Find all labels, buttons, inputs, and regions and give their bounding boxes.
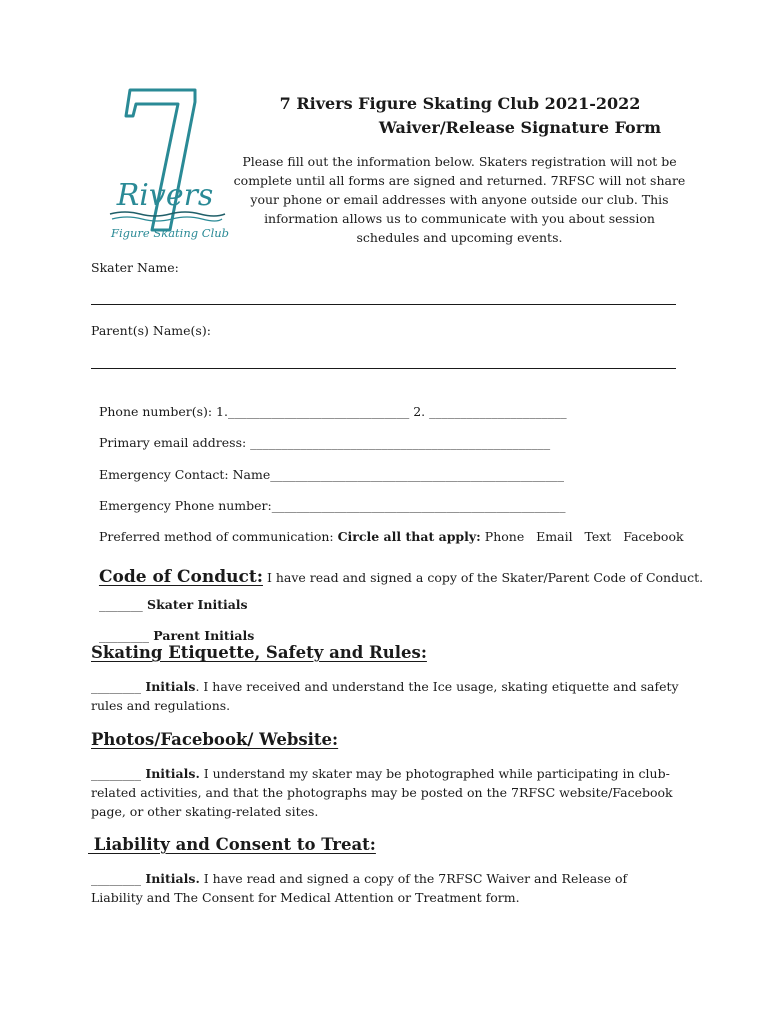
parent-initials-field[interactable]: ________ bbox=[98, 628, 149, 643]
code-of-conduct-heading: Code of Conduct: bbox=[98, 567, 263, 587]
photos-initials-field[interactable]: ________ bbox=[91, 766, 141, 781]
emergency-phone-row bbox=[91, 482, 566, 514]
phone-1-field[interactable]: _____________________________ bbox=[227, 404, 410, 419]
parent-initials-row bbox=[91, 612, 254, 644]
email-label: Primary email address: bbox=[98, 435, 251, 450]
email-row bbox=[91, 419, 550, 451]
emergency-phone-label: Emergency Phone number: bbox=[98, 498, 272, 513]
preferred-instruction: Circle all that apply: bbox=[337, 529, 481, 544]
logo-subtitle-text: Figure Skating Club bbox=[110, 226, 230, 240]
club-logo bbox=[100, 80, 230, 245]
emergency-contact-row bbox=[91, 451, 564, 483]
phone-row bbox=[91, 388, 567, 420]
photos-heading: Photos/Facebook/ Website: bbox=[91, 730, 339, 749]
etiquette-initials-label: Initials bbox=[141, 679, 196, 694]
skater-name-field[interactable] bbox=[91, 304, 676, 305]
preferred-label: Preferred method of communication: bbox=[98, 529, 338, 544]
etiquette-text: . I have received and understand the Ice usage, skating etiquette and safety rules and regulations. bbox=[91, 679, 679, 713]
skater-name-label: Skater Name: bbox=[91, 260, 179, 275]
form-title-line1: 7 Rivers Figure Skating Club 2021-2022 bbox=[279, 94, 641, 113]
form-title-line2: Waiver/Release Signature Form bbox=[378, 118, 662, 137]
etiquette-paragraph bbox=[91, 677, 681, 715]
skater-initials-row bbox=[91, 581, 248, 613]
photos-initials-label: Initials. bbox=[141, 766, 200, 781]
liability-text: I have read and signed a copy of the 7RFSC Waiver and Release of Liability and The Consent for Medical Attention or Treatment form. bbox=[91, 871, 628, 905]
preferred-options[interactable]: Phone Email Text Facebook bbox=[480, 529, 684, 544]
parent-initials-label: Parent Initials bbox=[148, 628, 255, 643]
parent-names-label: Parent(s) Name(s): bbox=[91, 323, 211, 338]
skater-initials-field[interactable]: _______ bbox=[98, 597, 143, 612]
photos-paragraph bbox=[91, 764, 681, 821]
liability-heading: Liability and Consent to Treat: bbox=[88, 835, 376, 854]
phone-label: Phone number(s): 1. bbox=[98, 404, 228, 419]
liability-initials-field[interactable]: ________ bbox=[91, 871, 141, 886]
email-field[interactable]: ________________________________________________ bbox=[250, 435, 551, 450]
emergency-contact-field[interactable]: _______________________________________________ bbox=[270, 467, 565, 482]
phone-2-label: 2. bbox=[409, 404, 430, 419]
logo-rivers-text: Rivers bbox=[116, 178, 214, 213]
etiquette-initials-field[interactable]: ________ bbox=[91, 679, 141, 694]
liability-paragraph bbox=[91, 869, 651, 907]
emergency-contact-label: Emergency Contact: Name bbox=[98, 467, 271, 482]
skater-initials-label: Skater Initials bbox=[142, 597, 248, 612]
code-of-conduct-text: I have read and signed a copy of the Skater/Parent Code of Conduct. bbox=[262, 570, 704, 585]
intro-paragraph: Please fill out the information below. Skaters registration will not be complete until all forms are signed and returned. 7RFSC will not share your phone or email addresses with anyone outside our club. This information allows us to communicate with you about session schedules and upcoming events. bbox=[233, 154, 686, 245]
preferred-communication-row bbox=[91, 513, 684, 545]
etiquette-heading: Skating Etiquette, Safety and Rules: bbox=[91, 643, 427, 662]
parent-names-field[interactable] bbox=[91, 368, 676, 369]
emergency-phone-field[interactable]: _______________________________________________ bbox=[271, 498, 566, 513]
liability-initials-label: Initials. bbox=[141, 871, 200, 886]
photos-text: I understand my skater may be photographed while participating in club-related activities, and that the photographs may be posted on the 7RFSC website/Facebook page, or other skating-related sites. bbox=[91, 766, 673, 819]
phone-2-field[interactable]: ______________________ bbox=[429, 404, 567, 419]
